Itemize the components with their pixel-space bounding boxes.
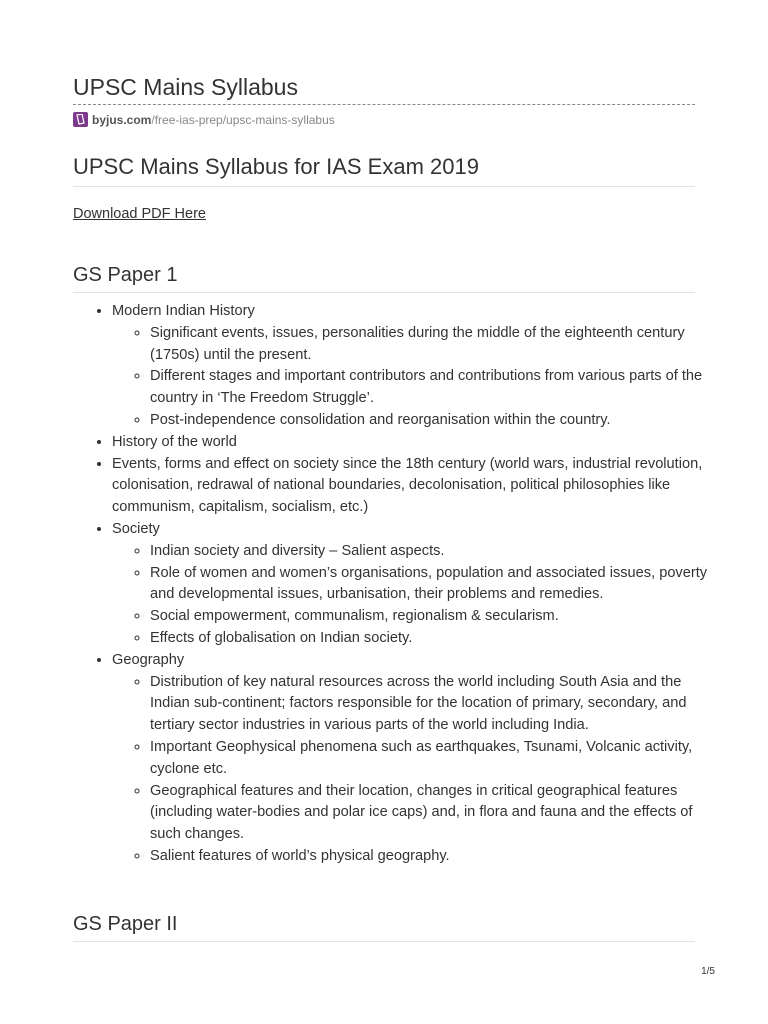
list-item bbox=[112, 301, 712, 432]
source-path[interactable]: /free-ias-prep/upsc-mains-syllabus bbox=[151, 112, 335, 127]
syllabus-list bbox=[93, 301, 712, 868]
list-item-text: Modern Indian History bbox=[112, 303, 255, 319]
list-item bbox=[112, 432, 712, 454]
sub-list-item: ◦ Important Geophysical phenomena such as earthquakes, Tsunami, Volcanic activity, cyclone etc. bbox=[150, 737, 712, 781]
section-divider bbox=[73, 292, 695, 293]
sub-list bbox=[112, 541, 712, 650]
title-divider bbox=[73, 104, 695, 105]
list-item-text: Geography bbox=[112, 651, 185, 668]
source-domain[interactable]: byjus.com bbox=[92, 112, 152, 127]
sub-list-item: ◦ Effects of globalisation on Indian society. bbox=[150, 628, 712, 650]
section-heading-gs-paper-1: GS Paper 1 bbox=[73, 264, 178, 286]
sub-list bbox=[112, 323, 712, 432]
sub-list-item: ◦ Social empowerment, communalism, regionalism & secularism. bbox=[150, 606, 712, 628]
sub-list-item: ◦ Role of women and women’s organisations, population and associated issues, poverty and developmental issues, urbanisation, their problems and remedies. bbox=[150, 563, 712, 607]
page-number: 1/5 bbox=[701, 966, 715, 977]
source-url[interactable] bbox=[73, 111, 335, 128]
list-item-text: Society bbox=[112, 520, 160, 537]
article-title: UPSC Mains Syllabus for IAS Exam 2019 bbox=[73, 154, 479, 179]
section-heading-gs-paper-2: GS Paper II bbox=[73, 913, 178, 935]
sub-list-item: ◦ Significant events, issues, personalities during the middle of the eighteenth century (1750s) until the present. bbox=[150, 323, 712, 367]
page-title: UPSC Mains Syllabus bbox=[73, 74, 298, 100]
sub-list-item: ◦ Geographical features and their location, changes in critical geographical features (including water-bodies and polar ice caps) and, in flora and fauna and the effects of such changes. bbox=[150, 781, 712, 846]
sub-list-item: ◦ Indian society and diversity – Salient aspects. bbox=[150, 541, 712, 563]
sub-list-item: ◦ Salient features of world’s physical geography. bbox=[150, 846, 712, 868]
download-pdf-link[interactable]: Download PDF Here bbox=[73, 206, 206, 222]
list-item bbox=[112, 519, 712, 650]
list-item bbox=[112, 650, 712, 868]
list-item-text: Events, forms and effect on society since the 18th century (world wars, industrial revolution, colonisation, redrawal of national boundaries, decolonisation, political philosophies like communism, capitalism, socialism, etc.) bbox=[112, 455, 703, 516]
sub-list-item: ◦ Post-independence consolidation and reorganisation within the country. bbox=[150, 410, 712, 432]
sub-list-item: ◦ Distribution of key natural resources across the world including South Asia and the Indian sub-continent; factors responsible for the location of primary, secondary, and tertiary sector industries in various parts of the world including India. bbox=[150, 672, 712, 737]
list-item bbox=[112, 454, 712, 519]
section-divider bbox=[73, 941, 695, 942]
list-item-text: History of the world bbox=[112, 433, 237, 450]
article-title-divider bbox=[73, 186, 695, 187]
sub-list bbox=[112, 672, 712, 868]
sub-list-item: ◦ Different stages and important contributors and contributions from various parts of the country in ‘The Freedom Struggle’. bbox=[150, 366, 712, 410]
byjus-favicon-icon bbox=[73, 112, 88, 127]
